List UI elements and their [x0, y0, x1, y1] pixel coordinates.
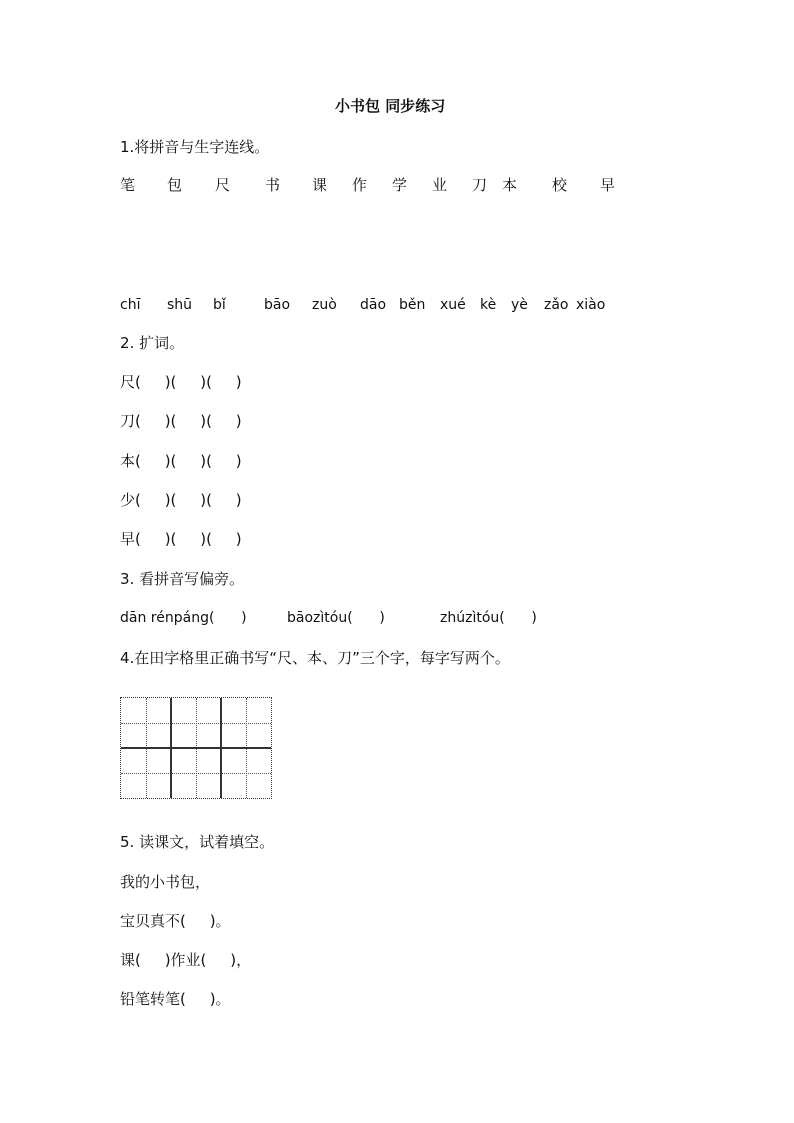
q1-char: 学: [392, 176, 408, 194]
q1-char: 校: [552, 176, 568, 194]
q1-char: 本: [502, 176, 518, 194]
q5-line: 课( )作业( )，: [120, 951, 252, 969]
q1-pinyin: zǎo: [544, 297, 569, 313]
q3-item: dān rénpáng( ): [120, 610, 247, 626]
q1-pinyin: dāo: [360, 297, 387, 313]
q1-char: 尺: [215, 176, 231, 194]
q5-line: 铅笔转笔( )。: [120, 990, 231, 1008]
q2-row: 刀( )( )( ): [120, 412, 242, 430]
q1-char: 作: [352, 176, 368, 194]
q1-pinyin: zuò: [312, 297, 337, 313]
q1-char: 课: [312, 176, 328, 194]
tianzige-grid[interactable]: [120, 697, 272, 799]
q3-item: bāozìtóu( ): [287, 610, 385, 626]
q2-row: 少( )( )( ): [120, 491, 242, 509]
q1-prompt: 1.将拼音与生字连线。: [120, 138, 270, 156]
q2-row: 本( )( )( ): [120, 452, 242, 470]
q1-pinyin: kè: [480, 297, 497, 313]
q1-pinyin: chī: [120, 297, 141, 313]
q1-char: 笔: [120, 176, 136, 194]
q1-pinyin: xiào: [576, 297, 606, 313]
q1-pinyin: xué: [440, 297, 466, 313]
q1-pinyin: bǐ: [213, 297, 226, 313]
q3-item: zhúzìtóu( ): [440, 610, 537, 626]
q2-row: 尺( )( )( ): [120, 373, 242, 391]
q1-pinyin: bāo: [264, 297, 291, 313]
q5-line: 宝贝真不( )。: [120, 912, 231, 930]
q1-pinyin: yè: [511, 297, 528, 313]
q5-line: 我的小书包，: [120, 873, 211, 891]
page-title: 小书包 同步练习: [335, 97, 446, 115]
q1-pinyin: shū: [167, 297, 193, 313]
q4-prompt: 4.在田字格里正确书写“尺、本、刀”三个字，每字写两个。: [120, 649, 510, 667]
q1-char: 早: [600, 176, 616, 194]
q1-char: 刀: [472, 176, 488, 194]
q1-char: 书: [265, 176, 281, 194]
q5-prompt: 5. 读课文，试着填空。: [120, 833, 275, 851]
q1-char: 业: [432, 176, 448, 194]
q2-prompt: 2. 扩词。: [120, 334, 185, 352]
q3-prompt: 3. 看拼音写偏旁。: [120, 570, 245, 588]
q1-char: 包: [167, 176, 183, 194]
q2-row: 早( )( )( ): [120, 530, 242, 548]
q1-pinyin: běn: [399, 297, 426, 313]
